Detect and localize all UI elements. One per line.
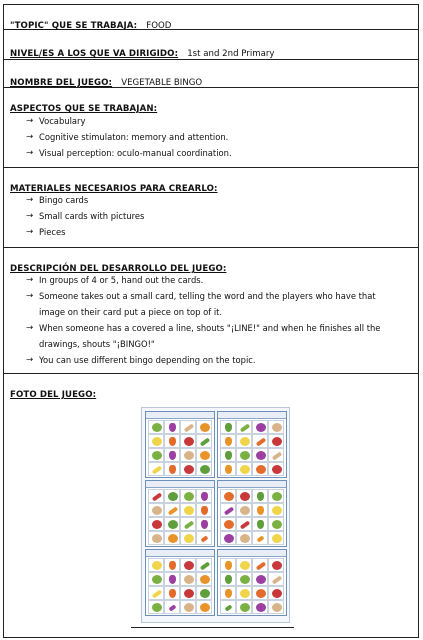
bingo-cell — [148, 586, 164, 600]
vegetable-icon — [184, 506, 194, 515]
arrow-icon: → — [26, 275, 34, 285]
vegetable-icon — [240, 520, 250, 529]
description-row — [4, 248, 418, 374]
bingo-cell — [180, 558, 196, 572]
bingo-cell — [180, 503, 196, 517]
vegetable-icon — [200, 575, 210, 584]
vegetable-icon — [224, 506, 234, 515]
bingo-cell — [236, 462, 252, 476]
description-label: DESCRIPCIÓN DEL DESARROLLO DEL JUEGO: — [10, 264, 227, 274]
bingo-cell — [268, 462, 284, 476]
vegetable-icon — [168, 520, 178, 529]
bingo-card-header — [218, 412, 286, 419]
vegetable-icon — [201, 506, 208, 515]
bingo-cell — [196, 489, 212, 503]
bingo-cell — [252, 462, 268, 476]
vegetable-icon — [272, 451, 282, 460]
bingo-cell — [164, 462, 180, 476]
list-item: → In groups of 4 or 5, hand out the cards. — [26, 272, 401, 288]
bingo-cell — [268, 586, 284, 600]
vegetable-icon — [152, 520, 162, 529]
arrow-icon: → — [26, 355, 34, 365]
bingo-card-header — [218, 550, 286, 557]
vegetable-icon — [168, 506, 178, 515]
vegetable-icon — [272, 561, 282, 570]
vegetable-icon — [225, 451, 232, 460]
bingo-cards-photo — [141, 407, 290, 623]
bingo-cell — [220, 586, 236, 600]
bingo-cell — [180, 572, 196, 586]
vegetable-icon — [272, 534, 282, 543]
bingo-cell — [164, 572, 180, 586]
bingo-cell — [252, 600, 268, 614]
vegetable-icon — [256, 437, 266, 446]
vegetable-icon — [240, 451, 250, 460]
vegetable-icon — [272, 506, 282, 515]
vegetable-icon — [169, 451, 176, 460]
vegetable-icon — [256, 423, 266, 432]
aspects-label: ASPECTOS QUE SE TRABAJAN: — [10, 104, 158, 114]
bingo-cell — [180, 600, 196, 614]
bingo-cell — [164, 517, 180, 531]
level-value: 1st and 2nd Primary — [187, 49, 275, 59]
vegetable-icon — [184, 589, 194, 598]
bingo-card-header — [146, 481, 214, 488]
bingo-cell — [236, 517, 252, 531]
bingo-cell — [236, 531, 252, 545]
arrow-icon: → — [26, 227, 34, 237]
arrow-icon: → — [26, 148, 34, 158]
bingo-cell — [252, 586, 268, 600]
vegetable-icon — [240, 492, 250, 501]
arrow-icon: → — [26, 195, 34, 205]
vegetable-icon — [152, 451, 162, 460]
vegetable-icon — [240, 603, 250, 612]
vegetable-icon — [200, 437, 210, 446]
bingo-cell — [268, 600, 284, 614]
bingo-cell — [220, 434, 236, 448]
vegetable-icon — [184, 603, 194, 612]
bingo-cell — [196, 503, 212, 517]
bingo-card — [145, 480, 215, 547]
bingo-cell — [252, 448, 268, 462]
bingo-cell — [268, 558, 284, 572]
vegetable-icon — [152, 492, 162, 501]
bingo-cell — [220, 558, 236, 572]
bingo-cell — [236, 586, 252, 600]
arrow-icon: → — [26, 323, 34, 333]
bingo-grid — [148, 558, 212, 614]
vegetable-icon — [256, 451, 266, 460]
bingo-cell — [220, 531, 236, 545]
bingo-card — [217, 549, 287, 616]
vegetable-icon — [200, 535, 208, 542]
vegetable-icon — [152, 423, 162, 432]
list-item: → Cognitive stimulaton: memory and attention. — [26, 129, 232, 145]
bingo-cell — [180, 531, 196, 545]
game-name-value: VEGETABLE BINGO — [121, 78, 203, 88]
bingo-cell — [148, 600, 164, 614]
bingo-cell — [148, 517, 164, 531]
level-label: NIVEL/ES A LOS QUE VA DIRIGIDO: — [10, 49, 179, 59]
list-item: → Pieces — [26, 224, 144, 240]
vegetable-icon — [240, 589, 250, 598]
bingo-cell — [148, 572, 164, 586]
vegetable-icon — [272, 423, 282, 432]
bingo-cell — [180, 517, 196, 531]
vegetable-icon — [184, 534, 194, 543]
bingo-cell — [180, 489, 196, 503]
bingo-cell — [220, 462, 236, 476]
materials-label: MATERIALES NECESARIOS PARA CREARLO: — [10, 184, 218, 194]
vegetable-icon — [272, 575, 282, 584]
materials-row — [4, 168, 418, 248]
arrow-icon: → — [26, 132, 34, 142]
list-item: → When someone has a covered a line, shouts "¡LINE!" and when he finishes all the drawings, shouts "¡BINGO!" — [26, 320, 401, 352]
vegetable-icon — [240, 534, 250, 543]
bingo-cell — [268, 434, 284, 448]
bingo-card-header — [146, 412, 214, 419]
bingo-card — [217, 411, 287, 478]
bingo-cell — [220, 572, 236, 586]
list-item: → Small cards with pictures — [26, 208, 144, 224]
aspects-row — [4, 88, 418, 168]
vegetable-icon — [225, 465, 232, 474]
bingo-cell — [220, 448, 236, 462]
bingo-cell — [148, 420, 164, 434]
bingo-cell — [236, 489, 252, 503]
bingo-cell — [268, 448, 284, 462]
arrow-icon: → — [26, 116, 34, 126]
vegetable-icon — [240, 423, 250, 432]
bingo-cell — [236, 503, 252, 517]
description-list — [26, 272, 401, 368]
list-item: → Vocabulary — [26, 113, 232, 129]
arrow-icon: → — [26, 211, 34, 221]
vegetable-icon — [169, 423, 176, 432]
bingo-cell — [180, 462, 196, 476]
bingo-cell — [220, 420, 236, 434]
list-item: → Bingo cards — [26, 192, 144, 208]
vegetable-icon — [184, 561, 194, 570]
vegetable-icon — [169, 561, 176, 570]
vegetable-icon — [168, 604, 176, 611]
vegetable-icon — [272, 589, 282, 598]
bingo-cell — [220, 489, 236, 503]
bingo-cell — [196, 531, 212, 545]
bingo-cell — [164, 558, 180, 572]
bingo-cell — [180, 448, 196, 462]
bingo-cell — [164, 531, 180, 545]
bingo-card — [217, 480, 287, 547]
vegetable-icon — [169, 437, 176, 446]
bingo-cell — [148, 448, 164, 462]
vegetable-icon — [184, 465, 194, 474]
vegetable-icon — [257, 492, 264, 501]
bingo-cell — [164, 503, 180, 517]
vegetable-icon — [168, 492, 178, 501]
bingo-cell — [252, 503, 268, 517]
bingo-cell — [180, 434, 196, 448]
bingo-cell — [180, 586, 196, 600]
list-item: → You can use different bingo depending on the topic. — [26, 352, 401, 368]
bingo-cell — [268, 503, 284, 517]
bingo-card-header — [146, 550, 214, 557]
vegetable-icon — [257, 506, 264, 515]
vegetable-icon — [240, 506, 250, 515]
vegetable-icon — [240, 465, 250, 474]
bingo-cell — [164, 489, 180, 503]
bingo-cell — [148, 489, 164, 503]
vegetable-icon — [201, 492, 208, 501]
list-item: → Someone takes out a small card, telling the word and the players who have that image on their card put a piece on top of it. — [26, 288, 401, 320]
bingo-cell — [252, 420, 268, 434]
bingo-cell — [220, 503, 236, 517]
vegetable-icon — [257, 520, 264, 529]
bingo-cell — [220, 517, 236, 531]
bingo-cell — [148, 462, 164, 476]
bingo-cell — [148, 434, 164, 448]
vegetable-icon — [184, 520, 194, 529]
vegetable-icon — [152, 575, 162, 584]
bingo-cell — [148, 558, 164, 572]
vegetable-icon — [169, 575, 176, 584]
vegetable-icon — [169, 589, 176, 598]
bingo-cell — [148, 531, 164, 545]
vegetable-icon — [225, 423, 232, 432]
bingo-cell — [196, 600, 212, 614]
vegetable-icon — [152, 506, 162, 515]
bingo-cell — [252, 531, 268, 545]
topic-label: "TOPIC" QUE SE TRABAJA: — [10, 21, 138, 31]
bingo-cell — [268, 572, 284, 586]
vegetable-icon — [225, 575, 232, 584]
vegetable-icon — [200, 603, 210, 612]
vegetable-icon — [184, 451, 194, 460]
topic-value: FOOD — [146, 21, 172, 31]
vegetable-icon — [168, 534, 178, 543]
bingo-cell — [196, 448, 212, 462]
vegetable-icon — [200, 423, 210, 432]
bingo-cell — [236, 448, 252, 462]
bingo-grid — [220, 558, 284, 614]
bingo-cell — [236, 572, 252, 586]
bingo-cell — [164, 600, 180, 614]
vegetable-icon — [224, 520, 234, 529]
bingo-cell — [268, 420, 284, 434]
vegetable-icon — [256, 575, 266, 584]
bingo-grid — [148, 489, 212, 545]
bingo-cell — [236, 558, 252, 572]
bingo-cell — [236, 434, 252, 448]
vegetable-icon — [256, 561, 266, 570]
vegetable-icon — [152, 437, 162, 446]
game-name-row — [4, 60, 418, 88]
list-item: → Visual perception: oculo-manual coordination. — [26, 145, 232, 161]
vegetable-icon — [272, 437, 282, 446]
vegetable-icon — [200, 465, 210, 474]
bingo-cell — [196, 572, 212, 586]
bingo-cell — [252, 517, 268, 531]
bingo-cell — [236, 420, 252, 434]
vegetable-icon — [225, 437, 232, 446]
bingo-cell — [148, 503, 164, 517]
bingo-cell — [164, 448, 180, 462]
photo-label: FOTO DEL JUEGO: — [10, 390, 97, 400]
bingo-cell — [196, 434, 212, 448]
vegetable-icon — [272, 520, 282, 529]
bingo-cell — [180, 420, 196, 434]
bingo-grid — [148, 420, 212, 476]
vegetable-icon — [240, 575, 250, 584]
bingo-cell — [164, 434, 180, 448]
vegetable-icon — [256, 603, 266, 612]
bingo-cell — [196, 517, 212, 531]
materials-list — [26, 192, 144, 240]
vegetable-icon — [240, 437, 250, 446]
bingo-cell — [196, 586, 212, 600]
bingo-cell — [252, 558, 268, 572]
bingo-cell — [252, 572, 268, 586]
vegetable-icon — [224, 534, 234, 543]
vegetable-icon — [224, 492, 234, 501]
vegetable-icon — [256, 589, 266, 598]
vegetable-icon — [184, 575, 194, 584]
vegetable-icon — [272, 465, 282, 474]
bingo-card — [145, 549, 215, 616]
aspects-list — [26, 113, 232, 161]
bingo-cell — [252, 434, 268, 448]
bingo-cell — [220, 600, 236, 614]
vegetable-icon — [152, 603, 162, 612]
vegetable-icon — [272, 492, 282, 501]
vegetable-icon — [224, 604, 232, 611]
vegetable-icon — [225, 561, 232, 570]
vegetable-icon — [200, 589, 210, 598]
bingo-cell — [196, 420, 212, 434]
vegetable-icon — [184, 423, 194, 432]
vegetable-icon — [152, 561, 162, 570]
vegetable-icon — [201, 520, 208, 529]
signature-line — [131, 627, 294, 628]
arrow-icon: → — [26, 291, 34, 301]
vegetable-icon — [240, 561, 250, 570]
bingo-cell — [268, 517, 284, 531]
vegetable-icon — [256, 535, 264, 542]
vegetable-icon — [152, 589, 162, 598]
vegetable-icon — [272, 603, 282, 612]
topic-row — [4, 5, 418, 30]
bingo-cell — [252, 489, 268, 503]
vegetable-icon — [200, 561, 210, 570]
bingo-grid — [220, 489, 284, 545]
vegetable-icon — [225, 589, 232, 598]
bingo-cell — [268, 531, 284, 545]
bingo-card-header — [218, 481, 286, 488]
bingo-cell — [164, 420, 180, 434]
bingo-grid — [220, 420, 284, 476]
vegetable-icon — [152, 534, 162, 543]
bingo-cell — [268, 489, 284, 503]
vegetable-icon — [256, 465, 266, 474]
bingo-cell — [196, 558, 212, 572]
bingo-cell — [164, 586, 180, 600]
vegetable-icon — [152, 465, 162, 474]
bingo-card — [145, 411, 215, 478]
level-row — [4, 30, 418, 60]
bingo-cell — [196, 462, 212, 476]
vegetable-icon — [169, 465, 176, 474]
bingo-cell — [236, 600, 252, 614]
vegetable-icon — [184, 437, 194, 446]
vegetable-icon — [184, 492, 194, 501]
game-name-label: NOMBRE DEL JUEGO: — [10, 78, 113, 88]
vegetable-icon — [200, 451, 210, 460]
